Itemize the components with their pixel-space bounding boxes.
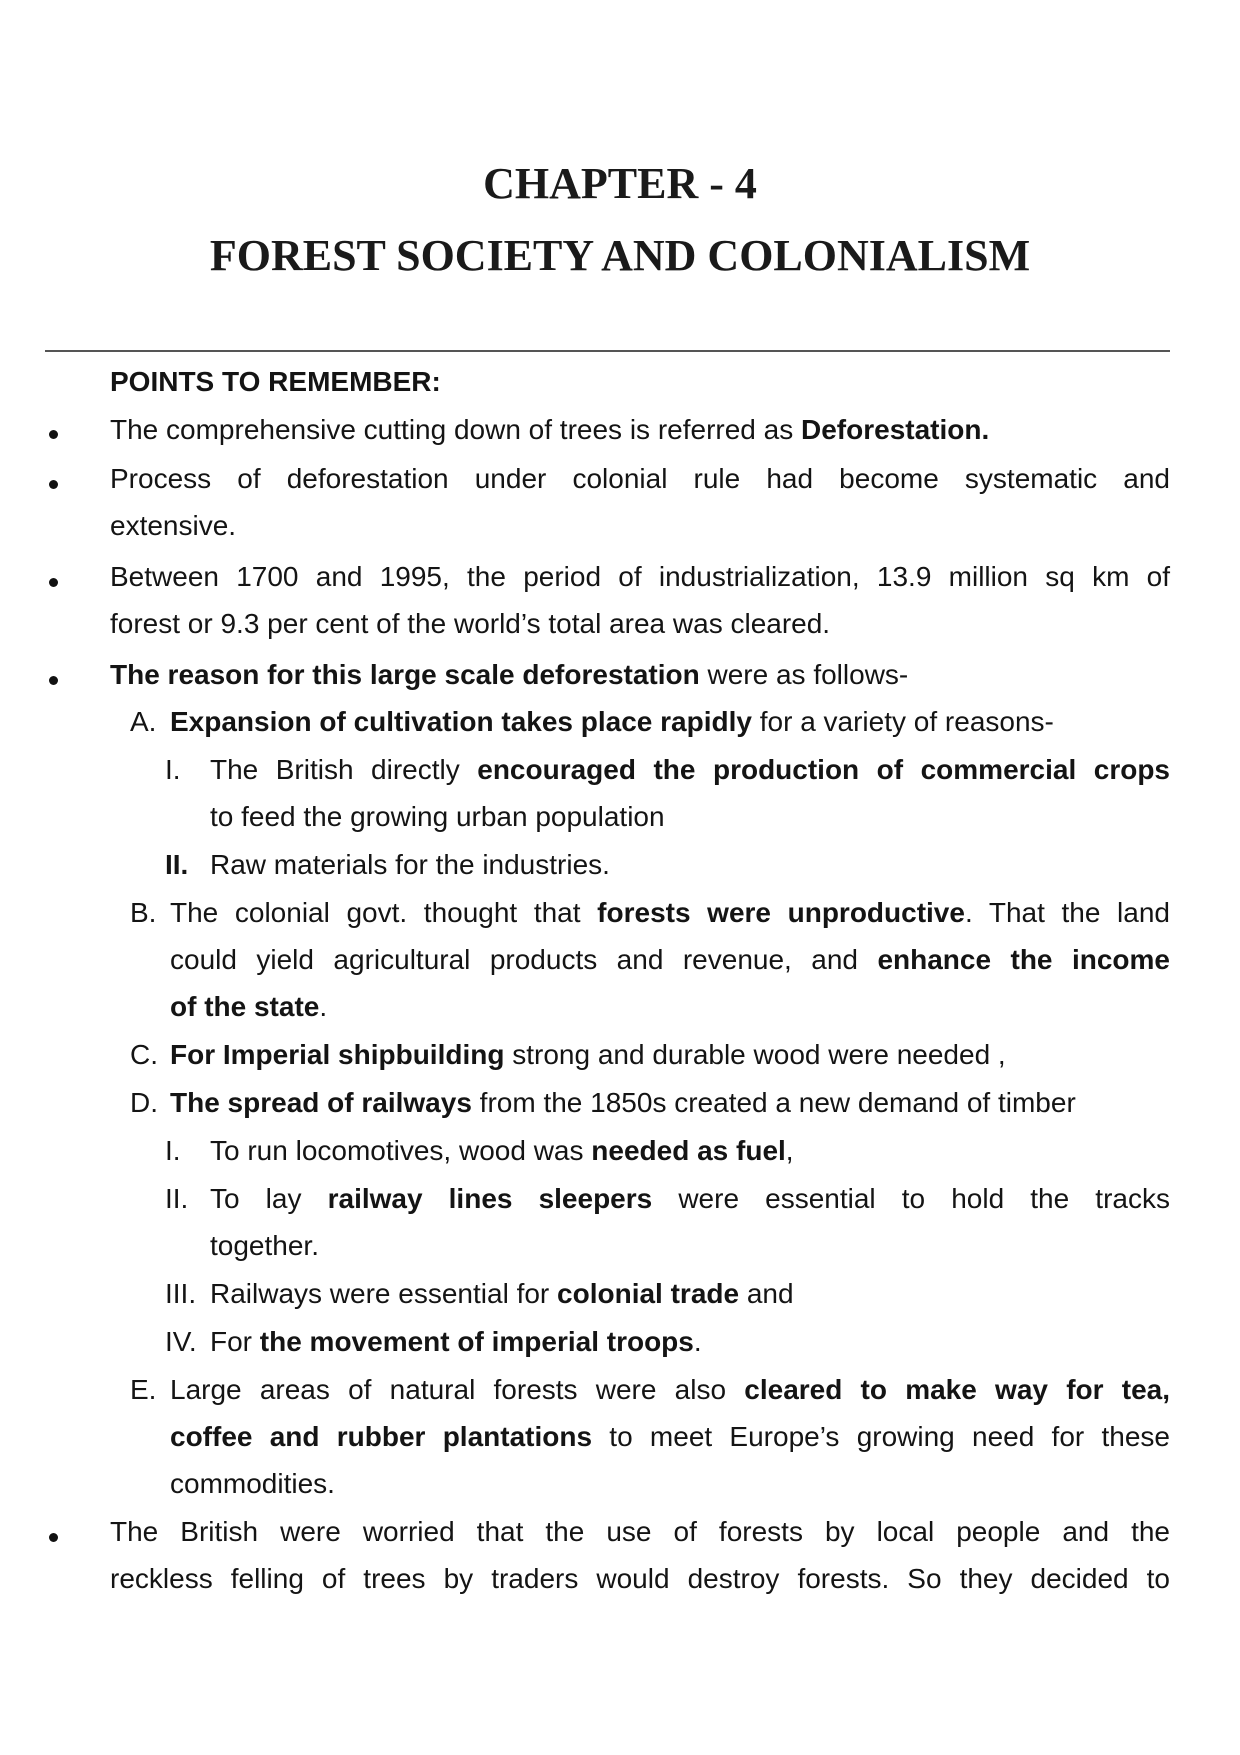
item-d: The spread of railways from the 1850s created a new demand of timber bbox=[170, 1087, 1076, 1118]
bullet-icon bbox=[49, 480, 58, 489]
bullet-icon bbox=[49, 1533, 58, 1542]
item-d1-marker: I. bbox=[165, 1135, 181, 1166]
item-d2-line-1: To lay railway lines sleepers were essential to hold the tracks bbox=[210, 1183, 1170, 1214]
bullet-4: The reason for this large scale deforestation were as follows- bbox=[110, 659, 909, 690]
item-d3-marker: III. bbox=[165, 1278, 197, 1309]
chapter-title: FOREST SOCIETY AND COLONIALISM bbox=[209, 231, 1031, 280]
bullet-3-line-2: forest or 9.3 per cent of the world’s total area was cleared. bbox=[110, 608, 831, 639]
item-c-marker: C. bbox=[130, 1039, 158, 1070]
item-d4: For the movement of imperial troops. bbox=[210, 1326, 702, 1357]
bullet-icon bbox=[49, 578, 58, 587]
item-b-line-2: could yield agricultural products and revenue, and enhance the income bbox=[170, 944, 1170, 975]
item-e-marker: E. bbox=[130, 1374, 157, 1405]
item-d2-line-2: together. bbox=[210, 1230, 319, 1261]
item-d1: To run locomotives, wood was needed as fuel, bbox=[210, 1135, 794, 1166]
item-d-marker: D. bbox=[130, 1087, 158, 1118]
item-d2-marker: II. bbox=[165, 1183, 189, 1214]
item-b-line-1: The colonial govt. thought that forests were unproductive. That the land bbox=[170, 897, 1170, 928]
item-e-line-2: coffee and rubber plantations to meet Europe’s growing need for these bbox=[170, 1421, 1170, 1452]
bullet-icon bbox=[49, 676, 58, 685]
item-a2-marker: II. bbox=[165, 849, 189, 880]
bullet-2-line-1: Process of deforestation under colonial rule had become systematic and bbox=[110, 463, 1170, 494]
item-e-line-3: commodities. bbox=[170, 1468, 335, 1499]
item-c: For Imperial shipbuilding strong and durable wood were needed , bbox=[170, 1039, 1006, 1070]
item-b-line-3: of the state. bbox=[170, 991, 328, 1022]
chapter-number: CHAPTER - 4 bbox=[483, 159, 757, 208]
item-e-line-1: Large areas of natural forests were also cleared to make way for tea, bbox=[170, 1374, 1170, 1405]
item-a1-line-2: to feed the growing urban population bbox=[210, 801, 665, 832]
bullet-icon bbox=[49, 430, 58, 439]
item-a2: Raw materials for the industries. bbox=[210, 849, 610, 880]
item-d4-marker: IV. bbox=[165, 1326, 197, 1357]
bullet-2-line-2: extensive. bbox=[110, 510, 237, 541]
item-a-marker: A. bbox=[130, 706, 157, 737]
section-heading: POINTS TO REMEMBER: bbox=[110, 366, 441, 397]
bullet-1: The comprehensive cutting down of trees is referred as Deforestation. bbox=[110, 414, 990, 445]
bullet-3-line-1: Between 1700 and 1995, the period of industrialization, 13.9 million sq km of bbox=[110, 561, 1170, 592]
item-a: Expansion of cultivation takes place rapidly for a variety of reasons- bbox=[170, 706, 1054, 737]
item-b-marker: B. bbox=[130, 897, 157, 928]
item-d3: Railways were essential for colonial trade and bbox=[210, 1278, 794, 1309]
item-a1-line-1: The British directly encouraged the production of commercial crops bbox=[210, 754, 1170, 785]
bullet-5-line-1: The British were worried that the use of forests by local people and the bbox=[110, 1516, 1170, 1547]
bullet-5-line-2: reckless felling of trees by traders would destroy forests. So they decided to bbox=[110, 1563, 1170, 1594]
divider bbox=[45, 350, 1170, 352]
item-a1-marker: I. bbox=[165, 754, 181, 785]
